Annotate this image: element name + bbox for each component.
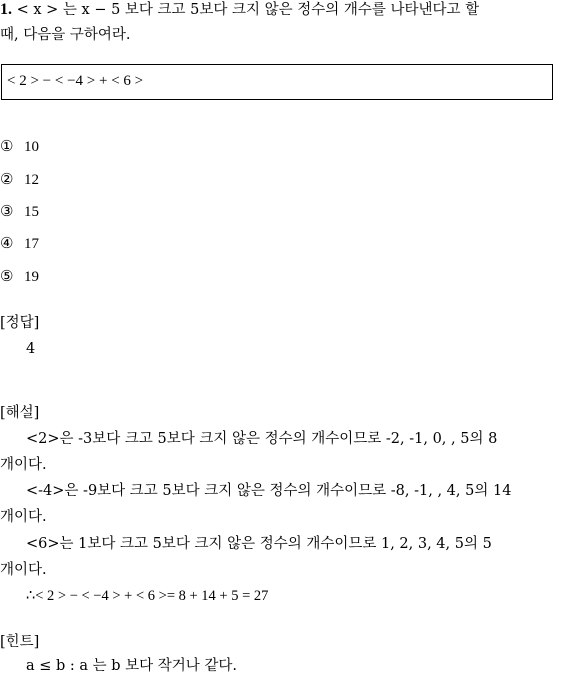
answer-value: 4 [26,341,36,357]
choice-5-value: 19 [24,269,39,285]
explanation-line-6: 개이다. [0,562,47,578]
choice-2 [0,170,39,189]
explanation-line-3: <-4>은 -9보다 크고 5보다 크지 않은 정수의 개수이므로 -8, -1, , 4, 5의 14 [26,483,512,499]
explanation-line-1: <2>은 -3보다 크고 5보다 크지 않은 정수의 개수이므로 -2, -1, 0, , 5의 8 [26,431,498,447]
choice-3-value: 15 [24,204,39,220]
explanation-label: [해설] [0,405,40,421]
choice-4-value: 17 [24,236,39,252]
explanation-line-5: <6>는 1보다 크고 5보다 크지 않은 정수의 개수이므로 1, 2, 3, 4, 5의 5 [26,536,492,552]
expression-text: < 2 > − < −4 > + < 6 > [7,73,144,89]
question-line-1 [0,0,479,20]
explanation-line-4: 개이다. [0,509,47,525]
explanation-line-2: 개이다. [0,457,47,473]
choice-5-mark: ⑤ [0,269,14,285]
choice-3 [0,202,39,221]
question-text-2: 때, 다음을 구하여라. [0,27,131,43]
choice-1-value: 10 [24,139,39,155]
question-text-1: < x > 는 x − 5 보다 크고 5보다 크지 않은 정수의 개수를 나타낸다고 할 [16,2,480,18]
choice-4 [0,234,39,253]
expression-box [1,64,553,100]
choice-1-mark: ① [0,139,14,155]
question-line-2 [0,25,131,45]
choice-5 [0,267,39,286]
hint-text: a ≤ b : a 는 b 보다 작거나 같다. [26,658,238,674]
explanation-line-7: ∴< 2 > − < −4 > + < 6 >= 8 + 14 + 5 = 27 [26,588,269,604]
answer-label: [정답] [0,315,40,331]
hint-label: [힌트] [0,634,40,650]
choice-2-mark: ② [0,172,14,188]
choice-4-mark: ④ [0,236,14,252]
question-number: 1. [0,1,12,18]
choice-3-mark: ③ [0,204,14,220]
choice-1 [0,137,39,156]
choice-2-value: 12 [24,172,39,188]
